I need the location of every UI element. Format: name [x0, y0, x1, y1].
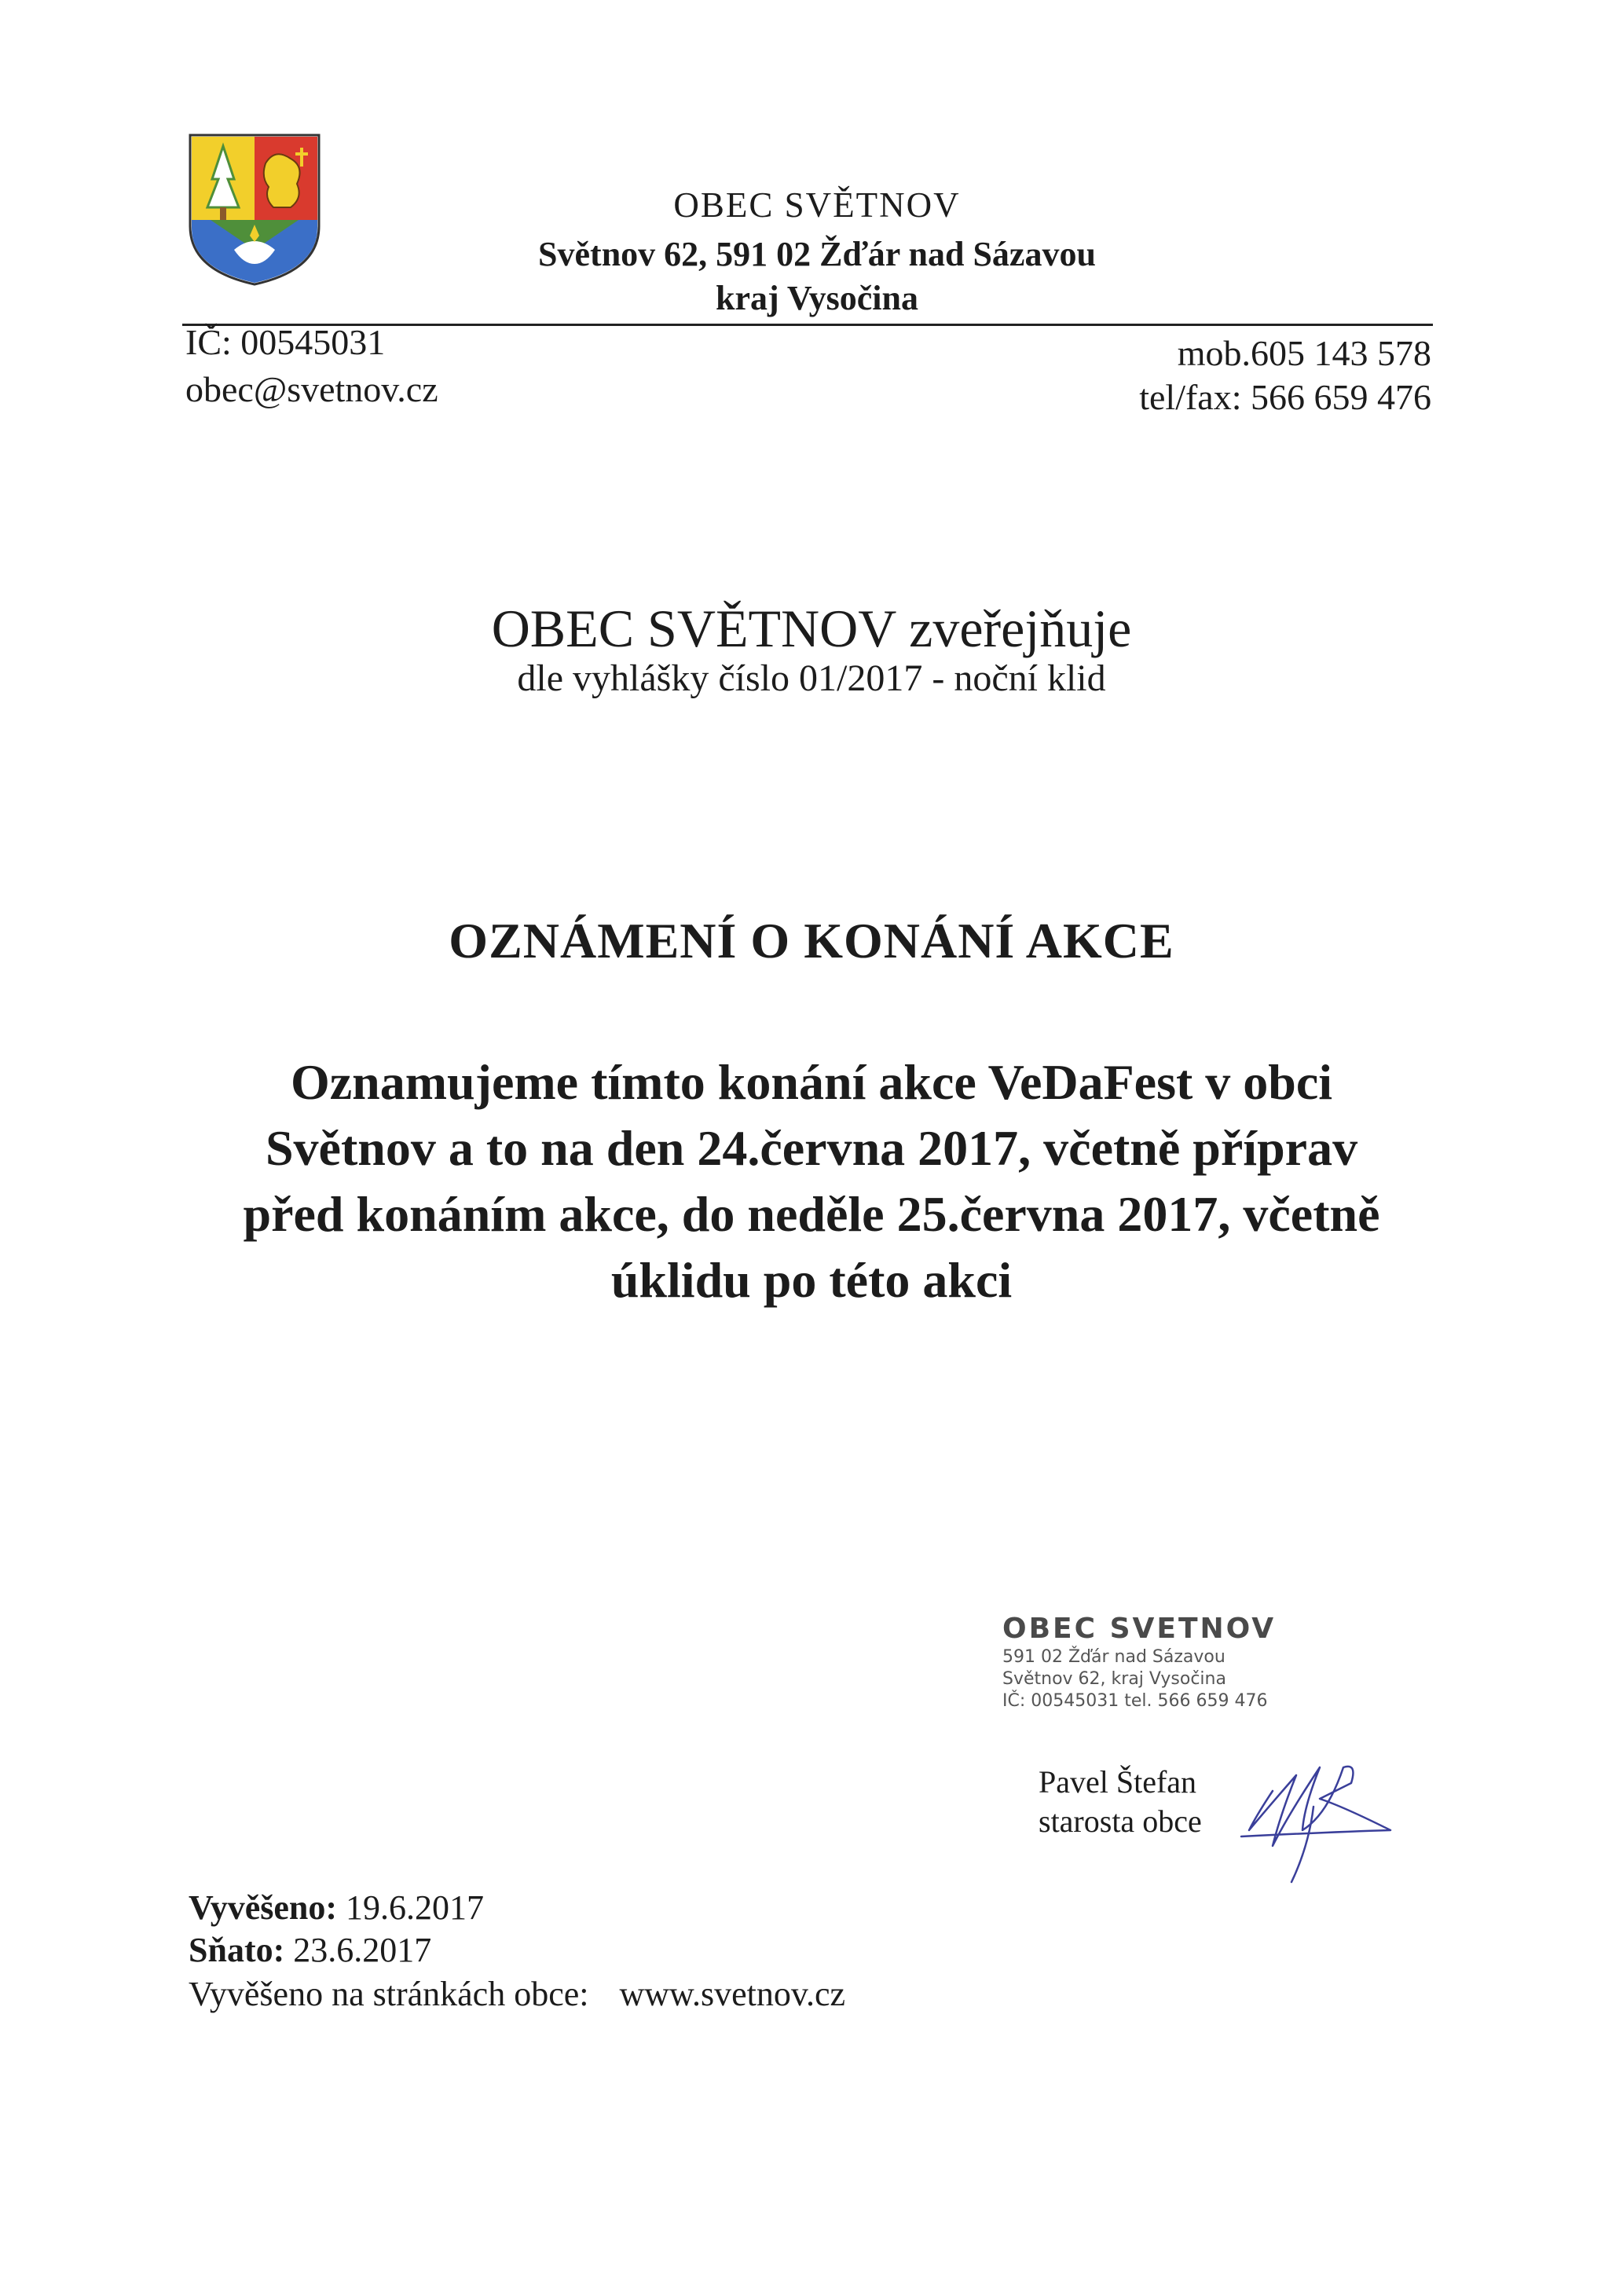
contact-mobile: mob.605 143 578 — [1177, 333, 1431, 373]
stamp-line: Světnov 62, kraj Vysočina — [1002, 1669, 1226, 1689]
removed-date-row — [189, 1929, 431, 1972]
announcement-title: OZNÁMENÍ O KONÁNÍ AKCE — [449, 913, 1174, 969]
handwritten-signature — [1225, 1744, 1422, 1893]
municipality-address: Světnov 62, 591 02 Žďár nad Sázavou — [538, 235, 1096, 273]
official-stamp — [1002, 1612, 1276, 1712]
posted-date-row — [189, 1887, 484, 1929]
announcement-line: úklidu po této akci — [610, 1252, 1013, 1308]
announcement-line: Oznamujeme tímto konání akce VeDaFest v obci — [290, 1054, 1333, 1110]
website-url: www.svetnov.cz — [619, 1975, 846, 2013]
removed-label: Sňato: — [189, 1931, 285, 1969]
posted-label: Vyvěšeno: — [189, 1888, 338, 1927]
signatory-role: starosta obce — [1039, 1803, 1202, 1839]
announcement-line: před konáním akce, do neděle 25.června 2017, včetně — [243, 1186, 1380, 1242]
website-row — [189, 1973, 845, 2016]
publication-heading: OBEC SVĚTNOV zveřejňuje — [491, 599, 1132, 658]
company-id: IČ: 00545031 — [185, 322, 386, 362]
announcement-body — [157, 1049, 1466, 1313]
removed-date: 23.6.2017 — [293, 1931, 432, 1969]
stamp-line: IČ: 00545031 tel. 566 659 476 — [1002, 1691, 1268, 1711]
stamp-name: OBEC SVETNOV — [1002, 1613, 1277, 1645]
stamp-line: 591 02 Žďár nad Sázavou — [1002, 1647, 1225, 1667]
municipality-name: OBEC SVĚTNOV — [673, 185, 961, 225]
signatory-name: Pavel Štefan — [1039, 1764, 1197, 1800]
announcement-line: Světnov a to na den 24.června 2017, včetně příprav — [265, 1120, 1358, 1176]
contact-telfax: tel/fax: 566 659 476 — [1139, 377, 1431, 417]
municipal-coat-of-arms-icon — [187, 132, 322, 286]
website-label: Vyvěšeno na stránkách obce: — [189, 1975, 589, 2013]
posted-date: 19.6.2017 — [346, 1888, 485, 1927]
contact-email: obec@svetnov.cz — [185, 369, 438, 409]
signatory-block — [1039, 1763, 1202, 1841]
decree-reference: dle vyhlášky číslo 01/2017 - noční klid — [517, 657, 1106, 699]
municipality-region: kraj Vysočina — [716, 279, 918, 317]
